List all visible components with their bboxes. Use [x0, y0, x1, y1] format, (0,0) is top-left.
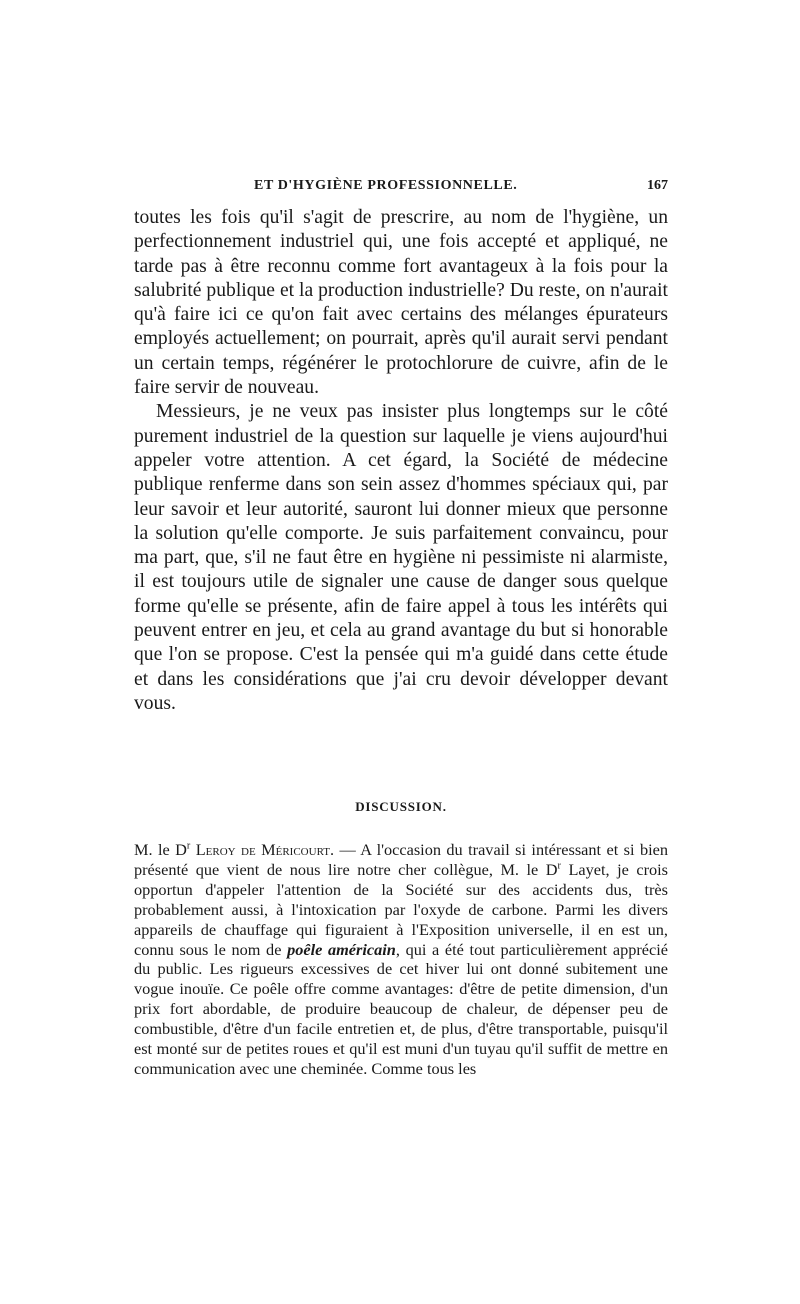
text-segment: Layet, je crois opportun d'appeler l'attention de la Société sur des accidents dus, très probablement aussi, à l'intoxication par l'oxyde de carbone. Parmi les divers appareils de chauffage qui figuraient à l'Exposition universelle, il en est un, connu sous le nom de [134, 859, 668, 959]
main-text [134, 206, 668, 716]
running-head: ET D'HYGIÈNE PROFESSIONNELLE. [254, 178, 518, 193]
page-number: 167 [647, 178, 668, 193]
discussion-paragraph [134, 840, 668, 1079]
paragraph: toutes les fois qu'il s'agit de prescrire, au nom de l'hygiène, un perfectionnement industriel qui, une fois accepté et appliqué, ne tarde pas à être reconnu comme fort avantageux à la fois pour la salubrité publique et la production industrielle? Du reste, on n'aurait qu'à faire ici ce qu'on fait avec certains des mélanges épurateurs employés actuellement; on pourrait, après qu'il aurait servi pendant un certain temps, régénérer le protochlorure de cuivre, afin de le faire servir de nouveau. [134, 207, 668, 399]
section-heading: DISCUSSION. [355, 799, 447, 814]
italic-term: poêle américain [287, 939, 396, 959]
page-header [134, 178, 668, 200]
superscript: r [557, 860, 561, 872]
text-segment: , qui a été tout particulièrement apprécié du public. Les rigueurs excessives de cet hiver lui ont donné subitement une vogue inouïe. Ce poêle offre comme avantages: d'être de petite dimension, d'un prix fort abordable, de produire beaucoup de chaleur, de dépenser peu de combustible, d'être d'un facile entretien et, de plus, d'être transportable, puisqu'il est monté sur de petites roues et qu'il est muni d'un tuyau qu'il suffit de mettre en communication avec une cheminée. Comme tous les [134, 939, 668, 1078]
superscript: r [186, 840, 191, 852]
paragraph: Messieurs, je ne veux pas insister plus longtemps sur le côté purement industriel de la question sur laquelle je viens aujourd'hui appeler votre attention. A cet égard, la Société de médecine publique renferme dans son sein assez d'hommes spéciaux qui, par leur savoir et leur autorité, sauront lui donner mieux que personne la solution qu'elle comporte. Je suis parfaitement convaincu, pour ma part, que, s'il ne faut être en hygiène ni pessimiste ni alarmiste, il est toujours utile de signaler une cause de danger sous quelque forme qu'elle se présente, afin de faire appel à tous les intérêts qui peuvent entrer en jeu, et cela au grand avantage du but si honorable que l'on se propose. C'est la pensée qui m'a guidé dans cette étude et dans les considérations que j'ai cru devoir développer devant vous. [134, 401, 668, 714]
text-segment: . — A l'occasion du travail si intéressant et si bien présenté que vient de nous lire notre cher collègue, M. le D [134, 840, 668, 879]
speaker-name: Leroy de Méricourt [195, 840, 330, 859]
discussion-text [134, 840, 668, 1079]
speaker-prefix: M. le D [134, 840, 187, 859]
